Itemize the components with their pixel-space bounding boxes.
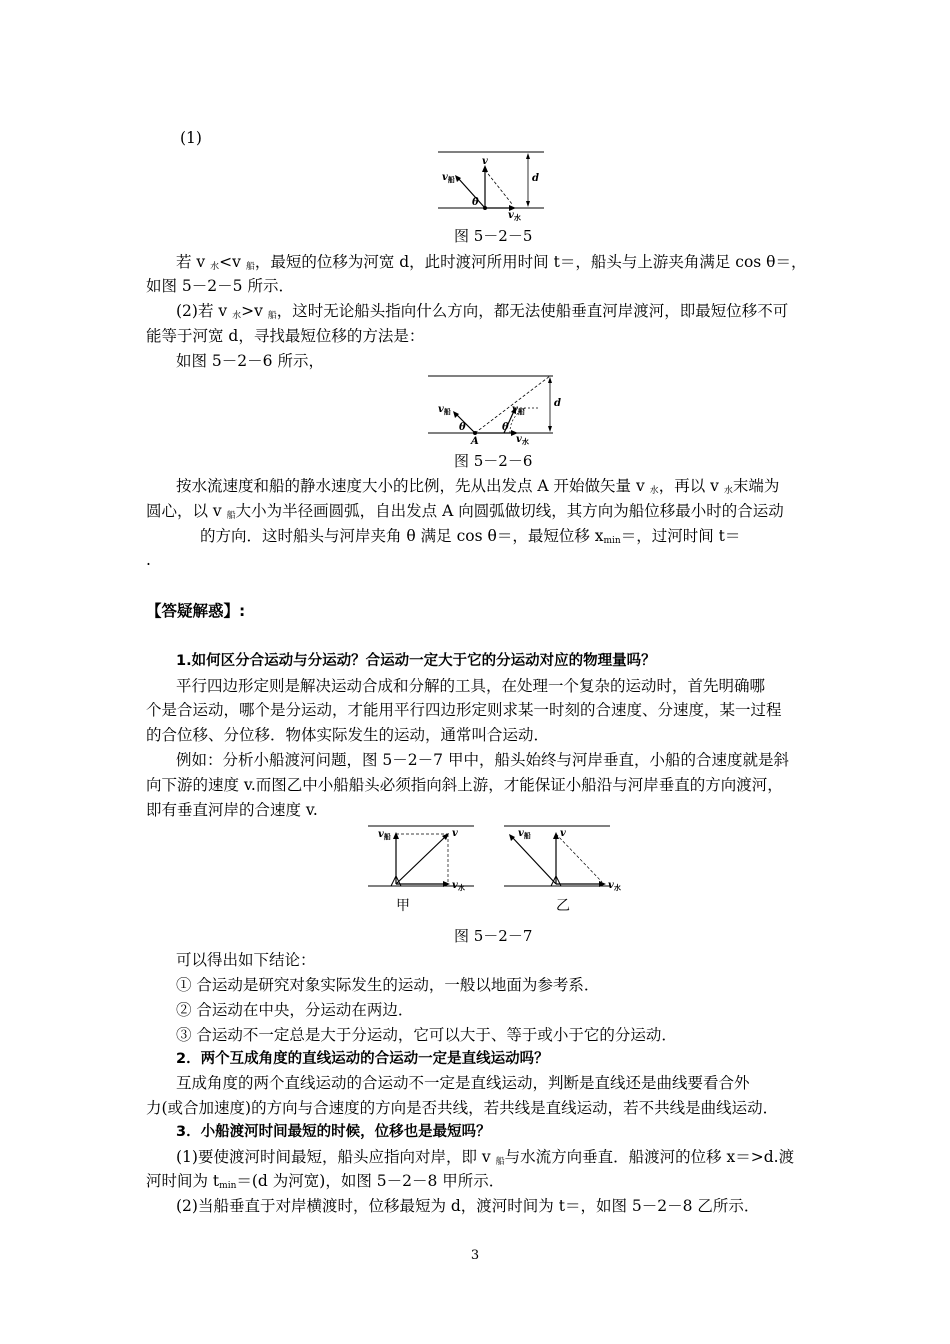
fig527-jia-label-vboat: $v_船$ [378, 829, 391, 841]
fig527-yi-label-vboat: $v_船$ [518, 828, 531, 840]
fig525-caption: 图 5－2－5 [454, 227, 533, 245]
para1-line1: 若 v $_水$<v $_船$，最短的位移为河宽 d，此时渡河所用时间 t＝，船头与上游夹角满足 cos θ＝， [176, 253, 807, 272]
question-1: 1.如何区分合运动与分运动？合运动一定大于它的分运动对应的物理量吗？ [176, 653, 656, 669]
q1-p2-line1: 例如：分析小船渡河问题，图 5－2－7 甲中，船头始终与河岸垂直，小船的合速度就是斜 [176, 751, 789, 769]
para2-line1: (2)若 v $_水$>v $_船$，这时无论船头指向什么方向，都无法使船垂直河岸渡河，即最短位移不可 [176, 302, 789, 321]
section-heading: 【答疑解惑】: [146, 602, 246, 620]
para2-line2: 能等于河宽 d，寻找最短位移的方法是： [146, 327, 425, 345]
para4-line3: 的方向．这时船头与河岸夹角 θ 满足 cos θ＝，最短位移 $x_{min}=$，过河时间 t＝ [200, 527, 741, 546]
fig526-caption: 图 5－2－6 [454, 452, 533, 470]
para1-line2: 如图 5－2－5 所示． [146, 277, 294, 295]
figure-5-2-6 [428, 372, 568, 448]
conclusion-1: ① 合运动是研究对象实际发生的运动，一般以地面为参考系． [176, 976, 600, 994]
fig527-yi-label-v: v [560, 828, 566, 839]
q1-p1-line1: 平行四边形定则是解决运动合成和分解的工具，在处理一个复杂的运动时，首先明确哪 [176, 677, 766, 695]
fig526-label-vwater: $v_水$ [516, 434, 529, 446]
fig526-label-theta-left: θ [459, 422, 466, 433]
fig527-jia-label-v: v [452, 828, 458, 839]
question-3: 3．小船渡河时间最短的时候，位移也是最短吗？ [176, 1124, 491, 1140]
q2-line1: 互成角度的两个直线运动的合运动不一定是直线运动，判断是直线还是曲线要看合外 [176, 1074, 750, 1092]
q3-p2: (2)当船垂直于对岸横渡时，位移最短为 d，渡河时间为 t＝，如图 5－2－8 乙所示． [176, 1197, 760, 1215]
fig525-label-theta: θ [472, 197, 479, 208]
para4-line2: 圆心，以 v $_船$大小为半径画圆弧，自出发点 A 向圆弧做切线，其方向为船位移最小时的合运动 [146, 502, 784, 521]
figure-5-2-5 [430, 148, 560, 220]
para3: 如图 5－2－6 所示， [176, 352, 324, 370]
conclusion-2: ② 合运动在中央，分运动在两边． [176, 1001, 414, 1019]
fig526-label-vboat-right: $v_船$ [512, 404, 525, 416]
q3-p1-line2: 河时间为 $t_{min}=(d$ 为河宽)，如图 5－2－8 甲所示． [146, 1172, 505, 1191]
q1-p2-line2: 向下游的速度 v.而图乙中小船船头必须指向斜上游，才能保证小船沿与河岸垂直的方向渡河， [146, 776, 783, 794]
figure-5-2-7-jia [362, 822, 482, 912]
q3-p1-line1: (1)要使渡河时间最短，船头应指向对岸，即 v $_船$与水流方向垂直．船渡河的位移 x＝>d.渡 [176, 1148, 795, 1167]
fig525-label-vwater: $v_水$ [508, 210, 521, 222]
fig527-jia-label-vwater: $v_水$ [452, 880, 465, 892]
q1-p2-line3: 即有垂直河岸的合速度 v. [146, 801, 318, 819]
page-number: 3 [470, 1248, 480, 1263]
fig527-yi-label-vwater: $v_水$ [608, 880, 621, 892]
q1-p1-line3: 的合位移、分位移．物体实际发生的运动，通常叫合运动． [146, 726, 550, 744]
question-2: 2．两个互成角度的直线运动的合运动一定是直线运动吗？ [176, 1051, 549, 1067]
fig526-label-d: d [554, 398, 561, 409]
fig526-label-vboat-left: $v_船$ [438, 404, 451, 416]
para4-line4: . [146, 551, 151, 569]
conclusion-3: ③ 合运动不一定总是大于分运动，它可以大于、等于或小于它的分运动． [176, 1026, 677, 1044]
fig525-label-d: d [532, 173, 539, 184]
fig527-label-jia: 甲 [396, 898, 410, 914]
fig526-label-theta-right: θ [502, 422, 509, 433]
fig525-label-vboat: $v_船$ [442, 172, 455, 184]
fig527-caption: 图 5－2－7 [454, 927, 533, 945]
conclusion-intro: 可以得出如下结论： [176, 951, 316, 969]
fig526-label-A: A [471, 436, 479, 447]
para4-line1: 按水流速度和船的静水速度大小的比例，先从出发点 A 开始做矢量 v $_水$，再以 v $_水$末端为 [176, 477, 780, 496]
q1-p1-line2: 个是合运动，哪个是分运动，才能用平行四边形定则求某一时刻的合速度、分速度，某一过程 [146, 701, 782, 719]
fig525-label-v: v [482, 156, 488, 167]
item-label: (1) [180, 129, 202, 147]
fig527-label-yi: 乙 [556, 898, 570, 914]
q2-line2: 力(或合加速度)的方向与合速度的方向是否共线，若共线是直线运动，若不共线是曲线运动． [146, 1099, 779, 1117]
